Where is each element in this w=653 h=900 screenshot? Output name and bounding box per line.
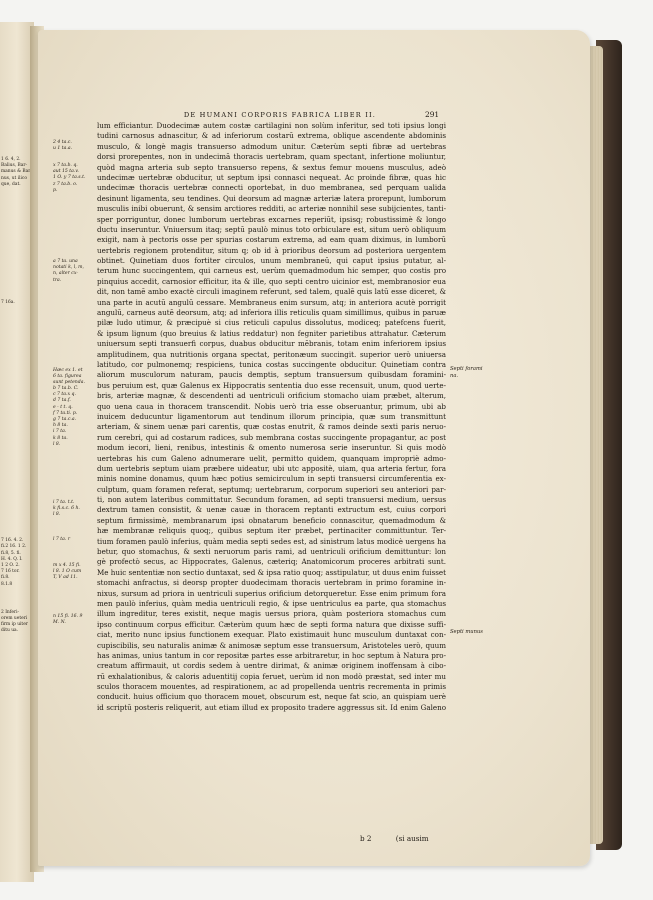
text-line: bus peruium est, quæ Galenus ex Hippocratis sententia duo esse recensuit, unum, quod uerte-: [97, 380, 446, 390]
right-margin-note: Septi munus: [450, 629, 483, 635]
text-line: ductu inseruntur. Vniuersum itaq; septū paulò minus toto orbiculare est, situm uerò obliquum: [97, 224, 446, 234]
text-line: cupiscibilis, seu naturalis animæ & animosæ septum esse transuersum, Aristoteles uerò, quum: [97, 640, 446, 650]
body-text: [97, 121, 446, 713]
text-line: bris, arteriæ magnæ, & descendenti ad uentriculi orificium stomacho uiam præbet, alterum,: [97, 391, 446, 401]
text-line: dit, non tamē ambo exactè circuli imaginem referunt, sed talem, qualē quis latū esse diceret, &: [97, 287, 446, 297]
text-line: desinunt ligamenta, seu tendines. Qui deorsum ad magnæ arteriæ latera prorepunt, lumborum: [97, 193, 446, 203]
margin-note: i 7 ta. t.t. k fi.s.c. 6 h. l 8.: [53, 500, 80, 518]
text-line: dorsi prorepentes, non in undecimā thoracis uertebram, quam spectant, infertione moliuntur,: [97, 152, 446, 162]
text-line: inuicem deducuntur ligamentorum aut tendinum illorum principia, quæ sum transmittunt: [97, 411, 446, 421]
signature-line: [360, 834, 451, 843]
text-line: minis nomine donamus, quum hæc potius semicirculum in septi transuersi circumferentia ex-: [97, 474, 446, 484]
margin-note: x 7 ta.b. q. aut 15 ta.v. 1 O. y 7 ta.s.t. z 7 ta.b. o. p.: [53, 163, 86, 193]
text-line: pinquius accedit, carnosior efficitur, ita & ille, quo septi centro uicinior est, membranosior eua: [97, 276, 446, 286]
text-line: undecimæ thoracis uertebræ connecti oportebat, in duo membranea, sed perquam ualida: [97, 183, 446, 193]
page-number: 291: [425, 110, 440, 119]
text-line: modum iecori, lieni, renibus, intestinis & omento numerosa serie inseruntur. Si quis modò: [97, 443, 446, 453]
running-head: DE HUMANI CORPORIS FABRICA LIBER II.: [183, 111, 377, 119]
text-line: aliorum musculorum naturam, paucis demptis, septum transuersum quibusdam foramini-: [97, 370, 446, 380]
text-line: culptum, quam foramen referat, septumq; uertebrarum, corporum superiori seu anteriori par-: [97, 484, 446, 494]
text-line: septum firmissimè, membranarum ipsi obnatarum beneficio connascitur, quemadmodum &: [97, 515, 446, 525]
text-line: betur, quo stomachus, & sexti neruorum paris rami, ad uentriculi orificium demittuntur: lon: [97, 547, 446, 557]
text-line: una parte in acutū angulū cessare. Membraneus enim sursum, atq; in anteriora acutè porrigit: [97, 297, 446, 307]
text-line: quòd magna arteria sub septo transuerso repens, & sextus femur mouens musculus, adeò: [97, 162, 446, 172]
text-line: uertebras his cum Galeno adnumerare uelit, permitto quidem, quanquam impropriè admo-: [97, 453, 446, 463]
catchword: (si ausim: [395, 834, 429, 843]
text-line: creatum affirmauit, ut cordis sedem à uentre dirimat, & animæ originem inoffensam à cibo-: [97, 661, 446, 671]
margin-note: 2 4 ta.c. u 1 ta.a.: [53, 140, 73, 152]
text-line: gè profectò secus, ac Hippocrates, Galenus, cæteriq; Anatomicorum proceres arbitrati sunt.: [97, 557, 446, 567]
text-line: stomachi anfractus, si deorsp propter duodecimam thoracis uertebram in primo foramine in-: [97, 578, 446, 588]
text-line: conducit. huius officium quo thoracem mouet, obscurum est, neque fat scio, an quispiam uerè: [97, 692, 446, 702]
text-line: terum hunc succingentem, qui carneus est, uerùm quemadmodum hic semper, quo costis pro: [97, 266, 446, 276]
margin-note: l 7 ta. r: [53, 537, 71, 542]
text-line: tium foramen paulò inferius, quàm media septi sedes est, ad sinistrum latus modicè uergens ha: [97, 536, 446, 546]
text-line: quo uena caua in thoracem transcendit. Nobis uerò tria esse obseruantur, primum, ubi ab: [97, 401, 446, 411]
margin-note: b 7 ta.b. C. c 7 ta.x q. d 7 ta.f. e - t t. q. f 7 ta.ti. p. g 7 ta.c.a. h 8 ta. i 7 ta. k 8 ta. l 8.: [53, 386, 79, 447]
left-margin-note: 1 6. 4, 2. Balius, Bar- manus & Bar nus, ut ilico que, dat.: [1, 157, 31, 187]
text-line: men paulò inferius, quàm media uentriculi regio, & ipse uentriculus ea parte, qua stomachus: [97, 598, 446, 608]
text-line: dextrum tamen consistit, & uenæ cauæ in thoracem reptanti extructum est, cuius corpori: [97, 505, 446, 515]
text-line: sculos thoracem mouentes, ad respirationem, ac ad propellenda uentris recrementa in primis: [97, 682, 446, 692]
text-line: latitudo, cor pulmonemq; respiciens, tunica costas succingente obducitur. Quinetiam contra: [97, 359, 446, 369]
text-line: angulū, carneus autē deorsum, atq; ad inferiora illis reticulis quam simillimus, quibus in paruæ: [97, 308, 446, 318]
text-line: exigit, nam à pectoris osse per spurias costarum extrema, ad eam quam diximus, in lumborū: [97, 235, 446, 245]
text-line: & ipsum lignum (quo breuius & latius reddatur) non fegniter parietibus attrahatur. Cæterum: [97, 328, 446, 338]
text-line: musculis inibi obuerunt, & sensim arctiores redditi, ac arteriæ nonnihil sese subijcientes, tanti-: [97, 204, 446, 214]
text-line: id scriptū posteris reliquerit, aut etiam illud ex proposito tradere aggressus sit. Id enim Galeno: [97, 702, 446, 712]
left-page-fragment: [0, 22, 34, 882]
text-line: sper porriguntur, donec lumborum uertebras excarnes reperiūt, ipsisq; robustissimè & longo: [97, 214, 446, 224]
left-margin-note: 7 16. 4. 2. fi.2 16. 1 2. fi.8, 5. fi. H. 4. Q. I. 1 2 O. 2. 7 16 tor. fi.8. 8.1.8: [1, 538, 27, 587]
text-line: arteriam, & sinem uenæ pari carentis, quæ costas enutrit, & ramos deinde sexti paris neruo-: [97, 422, 446, 432]
text-line: ti, non autem lateribus committatur. Secundum foramen, ad septi transuersi medium, uersus: [97, 495, 446, 505]
margin-note: m x 4. 15 fi. l 8. 1 O cum T, V ad 11.: [53, 563, 82, 581]
text-line: hæ membranæ reliquis quoq;, quibus septum iter præbet, pertinaciter committuntur. Ter-: [97, 526, 446, 536]
text-line: Me huic sententiæ non sectio duntaxat, sed & ipsa ratio quoq; asstipulatur, ut duus enim fuisset: [97, 567, 446, 577]
text-line: obtinet. Quinetiam duos fortiter circulos, unum membraneū, qui caput ipsius putatur, al-: [97, 256, 446, 266]
text-line: undecimæ uertebræ obducitur, ut septum ipsi connasci nequeat. Ac proinde fibræ, quas hic: [97, 172, 446, 182]
text-line: lum efficiantur. Duodecimæ autem costæ cartilagini non solùm inferitur, sed toti ipsius longi: [97, 121, 446, 130]
text-line: tudini carnosus adnascitur, & ad inferiorum costarū extrema, oblique ascendente abdominis: [97, 131, 446, 141]
right-margin-note: Septi forami na.: [450, 366, 483, 379]
margin-note: Hæc ex 1. et 6 ta. figurea sunt petenda.: [53, 368, 85, 386]
text-line: illum ingreditur, teres existit, neque magis uersus priora, quàm posteriora stomachus cum: [97, 609, 446, 619]
left-margin-note: 2 Inferi- orem ueteri firm ip uiter ditu ua.: [1, 609, 28, 634]
text-line: dum uertebris septum uiam præbere uideatur, ubi utc appositè, uiam, qua arteria fertur, fora: [97, 463, 446, 473]
text-line: nixus, sursum ad priora in uentriculi superius orificium detorqueretur. Esse enim primum fora: [97, 588, 446, 598]
text-line: uertebris regionem protenditur, situm q; ob id à prioribus deorsum ad posteriora uergentem: [97, 245, 446, 255]
left-margin-note: 7 16a.: [1, 300, 15, 306]
text-line: musculo, & longè magis transuerso admodum unitur. Cæterùm septi fibræ ad uertebras: [97, 141, 446, 151]
margin-note: n 15 fi. 16. 9 M. N.: [53, 614, 83, 626]
signature-mark: b 2: [360, 834, 372, 843]
text-line: has animas, unius tantum in cor repositæ partes esse arbitraretur, in hoc septum à Natura pro-: [97, 650, 446, 660]
text-line: ipso continuum corpus efficitur. Cæterùm quum hæc de septi forma natura que dixisse suffi-: [97, 619, 446, 629]
text-line: pilæ ludo utimur, & præcipuè si cius reticuli capulus dissolutus, modiceq; patefcens fuerit,: [97, 318, 446, 328]
text-line: rum cerebri, qui ad costarum radices, sub membrana costas succingente propagantur, ac post: [97, 432, 446, 442]
margin-note: a 7 ta. una notati k, l, m, n, alter cx- tra.: [53, 259, 84, 283]
text-line: uniuersum septi transuerfi corpus, duabus obducitur mēbranis, totam enim inferiorem ipsius: [97, 339, 446, 349]
text-line: ciat, merito nunc ipsius functionem exequar. Plato existimauit hunc musculum duntaxat con-: [97, 630, 446, 640]
text-line: amplitudinem, qua nutritionis organa spectat, peritonæum succingit. superior uerò uniuersa: [97, 349, 446, 359]
text-line: rū exhalationibus, & caloris aduentitij copia feruet, uerùm id non modò præstat, sed inter mu: [97, 671, 446, 681]
